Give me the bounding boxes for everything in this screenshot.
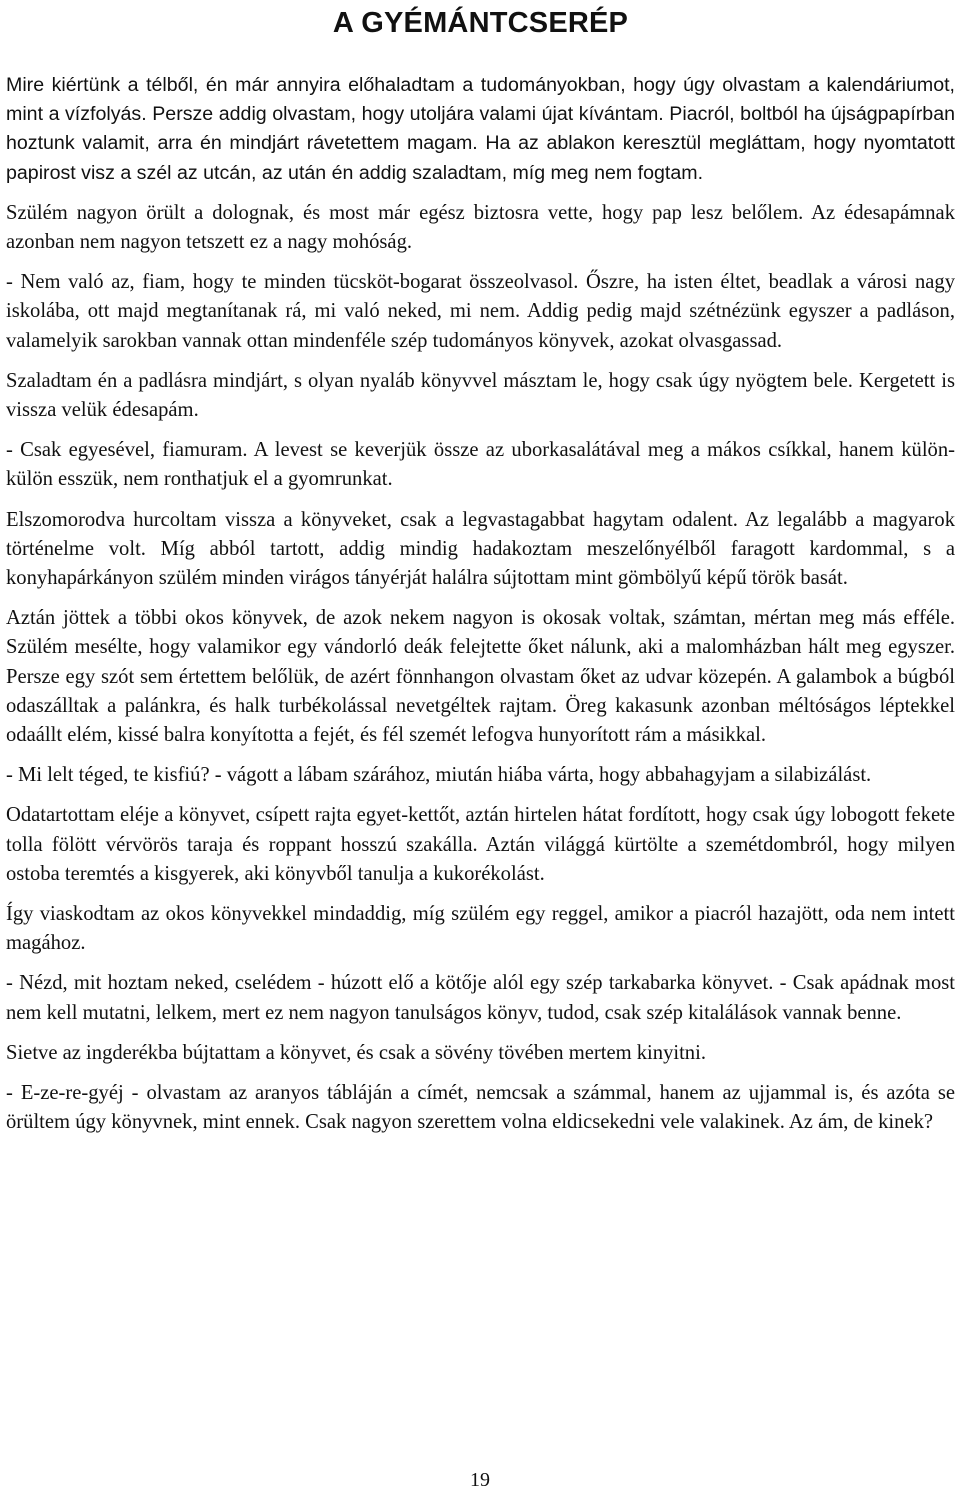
paragraph: - Mi lelt téged, te kisfiú? - vágott a lábam szárához, miután hiába várta, hogy abbahagyjam a silabizálást. — [6, 764, 872, 787]
document-page — [6, 0, 955, 1149]
paragraph: Aztán jöttek a többi okos könyvek, de azok nekem nagyon is okosak voltak, számtan, mértan meg más efféle. Szülém mesélte, hogy valamikor egy vándorló deák felejtette őket nálunk, aki a malomházban hált meg egyszer. Persze egy szót sem értettem belőlük, de azért fönnhangon olvastam őket az udvar közepén. A galambok a búgból odaszálltak a palánkra, és halk turbékolással nevetgéltek rajtam. Öreg kakasunk azonban méltóságos léptekkel odaállt elém, kissé balra konyította a fejét, és fél szemét lefogva hunyorított rám a másikkal. — [6, 607, 955, 747]
paragraph: Szaladtam én a padlásra mindjárt, s olyan nyaláb könyvvel másztam le, hogy csak úgy nyögtem bele. Kergetett is vissza velük édesapám. — [6, 369, 955, 422]
paragraph: - Nézd, mit hoztam neked, cselédem - húzott elő a kötője alól egy szép tarkabarka könyvet. - Csak apádnak most nem kell mutatni, lelkem, mert ez nem nagyon tanulságos könyv, tudod, csak szép kitalálások vannak benne. — [6, 972, 955, 1024]
paragraph: Elszomorodva hurcoltam vissza a könyveket, csak a legvastagabbat hagytam odalent. Az legalább a magyarok történelme volt. Míg abból tartott, addig mindig hadakoztam meszelőnyélből faragott kardommal, s a konyhapárkányon szülém minden virágos tányérját halálra sújtottam mint gömbölyű képű török basát. — [6, 508, 955, 590]
paragraph: - Nem való az, fiam, hogy te minden tücsköt-bogarat összeolvasol. Őszre, ha isten éltet, beadlak a városi nagy iskolába, ott majd megtanítanak rá, mi való neked, mi nem. Addig pedig majd szétnézünk egyszer a padláson, valamelyik sarokban vannak ottan mindenféle szép tudományos könyvek, azokat olvasgassad. — [6, 271, 955, 352]
chapter-title: A GYÉMÁNTCSERÉP — [332, 7, 629, 39]
paragraph: - E-ze-re-gyéj - olvastam az aranyos tábláján a címét, nemcsak a számmal, hanem az ujjammal is, és azóta se örültem úgy könyvnek, mint ennek. Csak nagyon szerettem volna eldicsekedni vele valakinek. Az ám, de kinek? — [6, 1082, 955, 1134]
chapter-body — [6, 71, 955, 1138]
paragraph: Szülém nagyon örült a dolognak, és most már egész biztosra vette, hogy pap lesz belőlem. Az édesapámnak azonban nem nagyon tetszett ez a nagy mohóság. — [6, 201, 955, 254]
paragraph: Odatartottam eléje a könyvet, csípett rajta egyet-kettőt, aztán hirtelen hátat fordított, hogy csak úgy lobogott fekete tolla fölött vérvörös taraja és roppant hosszú szakálla. Aztán világgá kürtölte a szemétdombról, hogy milyen ostoba teremtés a kisgyerek, aki könyvből tanulja a kukorékolást. — [6, 804, 955, 885]
page-number: 19 — [470, 1469, 490, 1491]
paragraph: Így viaskodtam az okos könyvekkel mindaddig, míg szülém egy reggel, amikor a piacról hazajött, oda nem intett magához. — [6, 903, 955, 955]
paragraph: Mire kiértünk a télből, én már annyira előhaladtam a tudományokban, hogy úgy olvastam a kalendáriumot, mint a vízfolyás. Persze addig olvastam, hogy utoljára valami újat kívántam. Piacról, boltból ha újságpapírban hoztunk valamit, arra én mindjárt rávetettem magam. Ha az ablakon keresztül megláttam, hogy nyomtatott papirost visz a szél az utcán, az után én addig szaladtam, míg meg nem fogtam. — [6, 74, 955, 184]
paragraph: Sietve az ingderékba bújtattam a könyvet, és csak a sövény tövében mertem kinyitni. — [6, 1041, 706, 1064]
paragraph: - Csak egyesével, fiamuram. A levest se keverjük össze az uborkasalátával meg a mákos csíkkal, hanem külön-külön esszük, nem ronthatjuk el a gyomrunkat. — [6, 439, 955, 491]
